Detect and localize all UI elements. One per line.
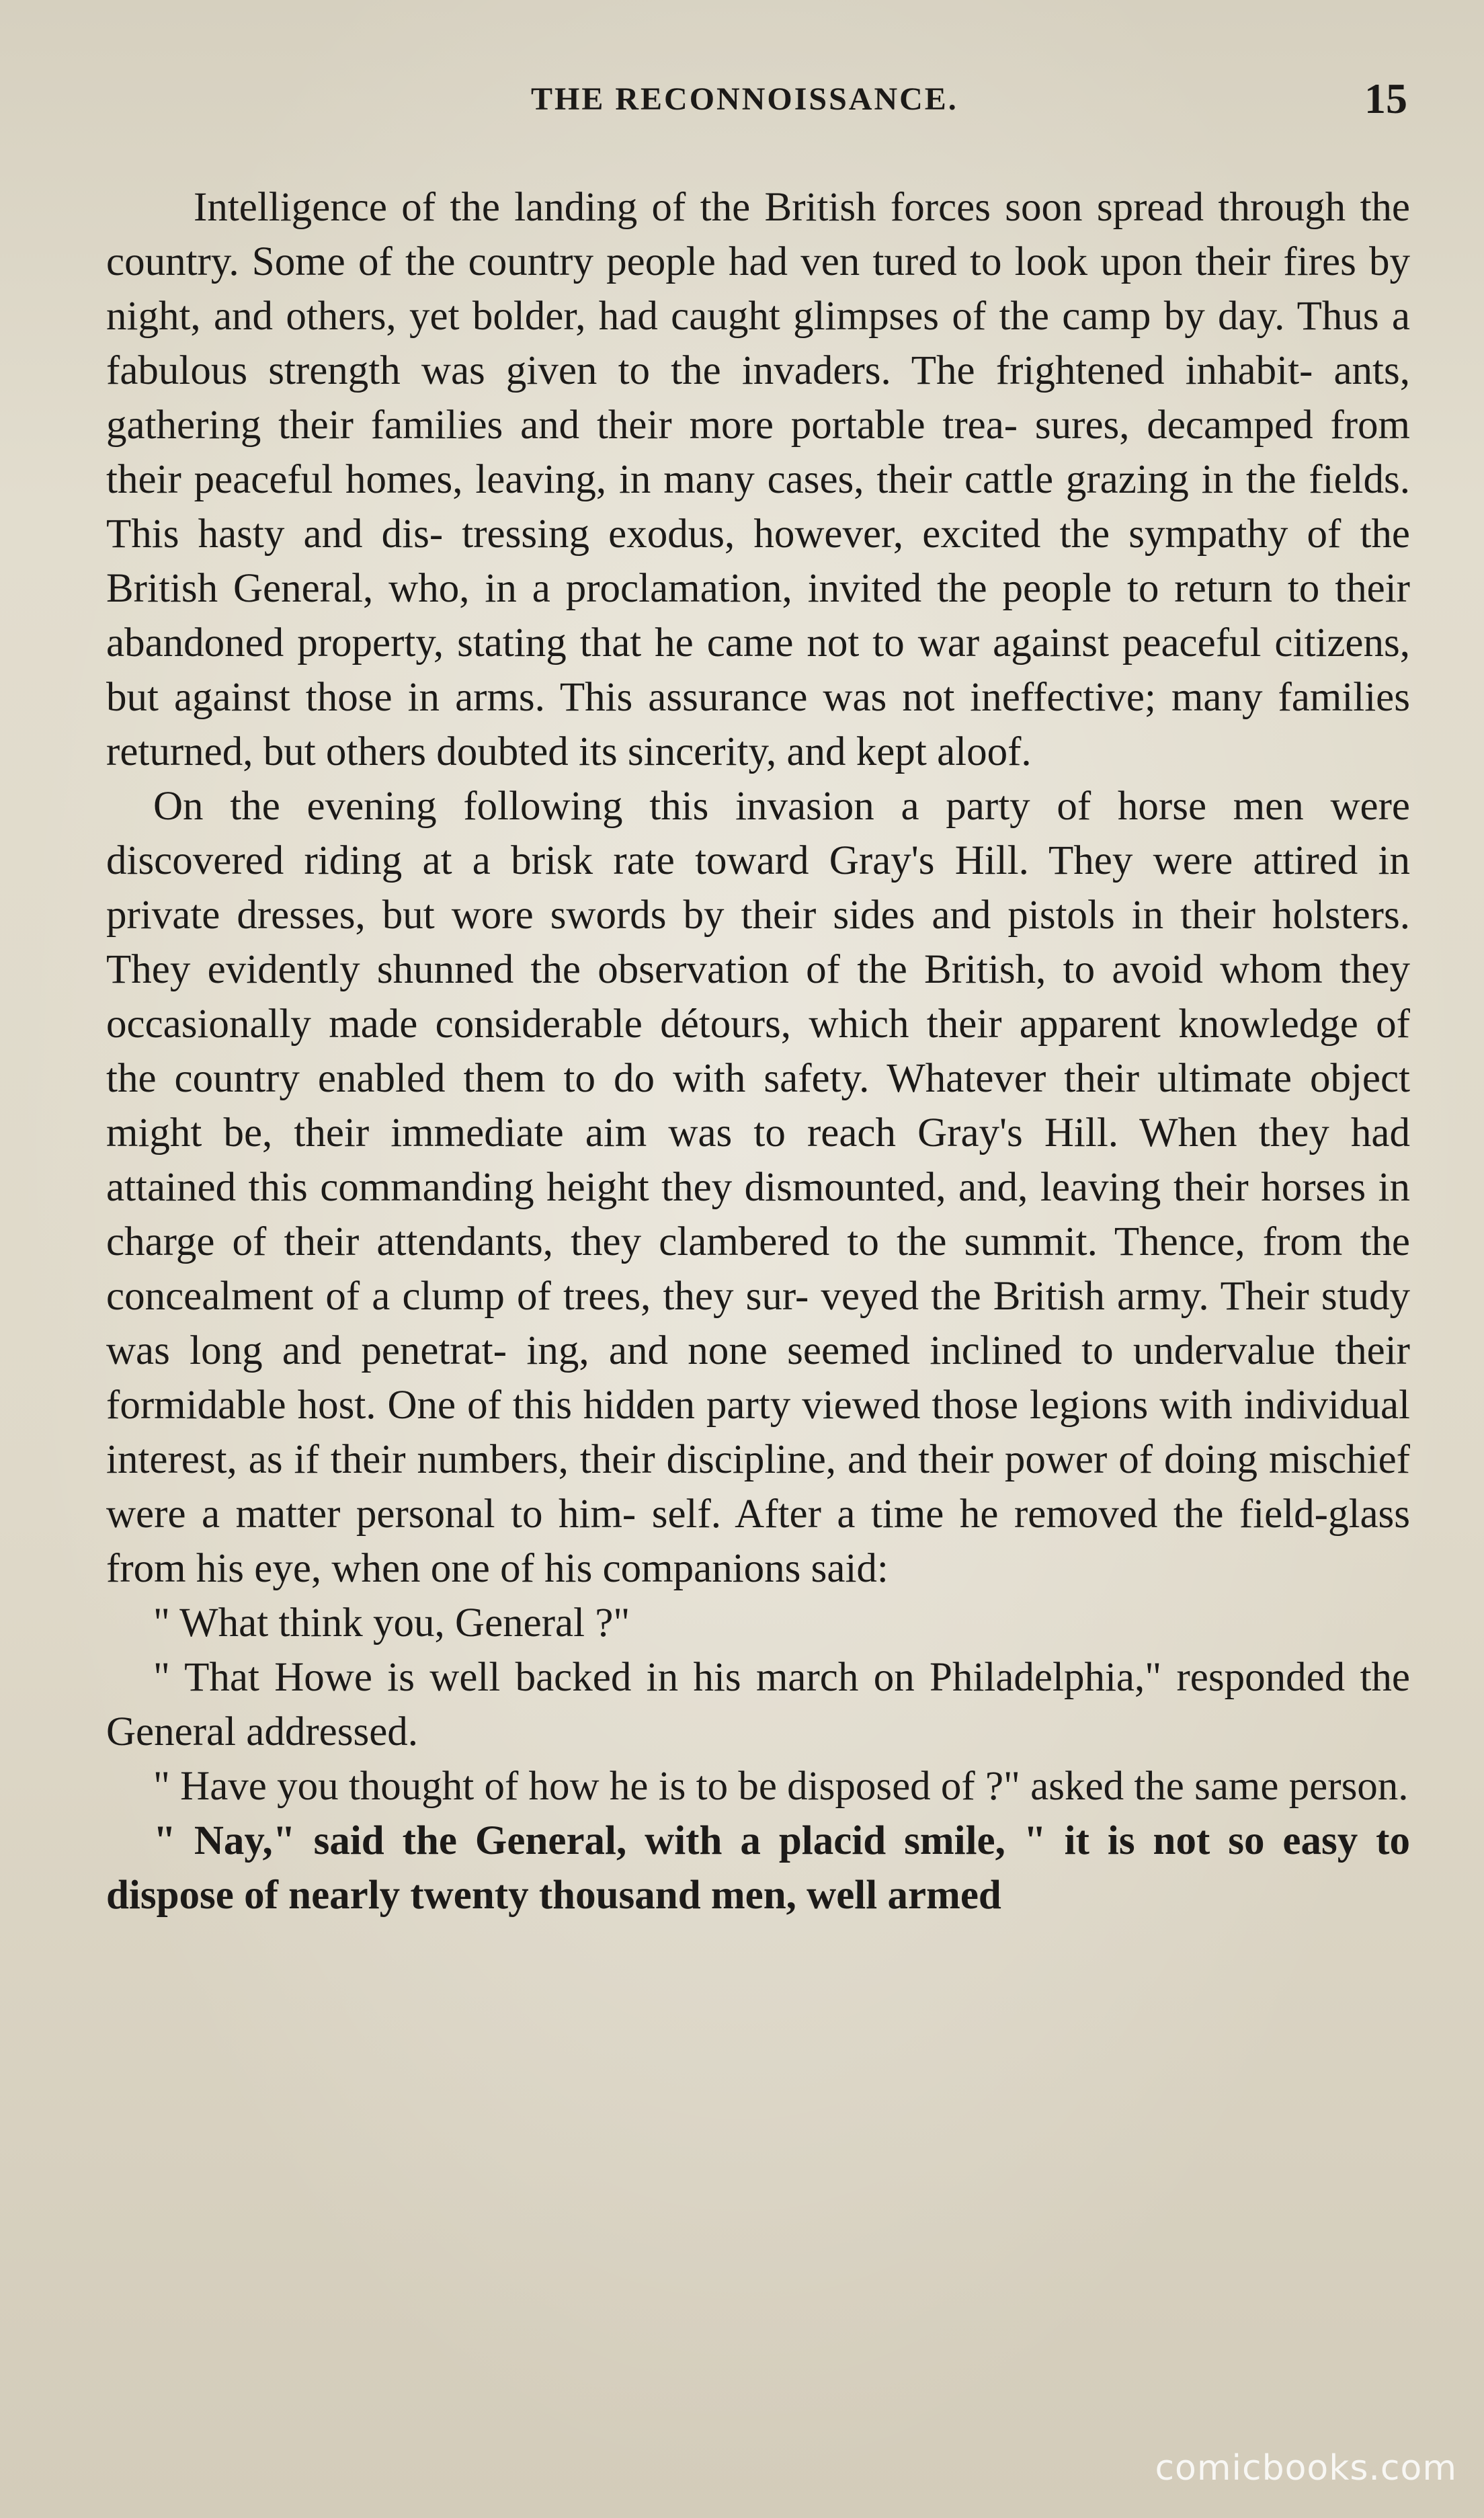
body-text (106, 180, 1410, 1922)
paragraph-landing: Intelligence of the landing of the British forces soon spread through the country. Some of the country people had ven tured to look upon their fires by night, and others, yet bolder, had caught glimpses of the camp by day. Thus a fabulous strength was given to the invaders. The frightened inhabit- ants, gathering their families and their more portable trea- sures, decamped from their peaceful homes, leaving, in many cases, their cattle grazing in the fields. This hasty and dis- tressing exodus, however, excited the sympathy of the British General, who, in a proclamation, invited the people to return to their abandoned property, stating that he came not to war against peaceful citizens, but against those in arms. This assurance was not ineffective; many families returned, but others doubted its sincerity, and kept aloof. (106, 185, 1410, 774)
watermark: comicbooks.com (1155, 2448, 1457, 2488)
paragraph-horsemen: On the evening following this invasion a party of horse men were discovered riding at a brisk rate toward Gray's Hill. They were attired in private dresses, but wore swords by their sides and pistols in their holsters. They evidently shunned the observation of the British, to avoid whom they occasionally made considerable détours, which their apparent knowledge of the country enabled them to do with safety. Whatever their ultimate object might be, their immediate aim was to reach Gray's Hill. When they had attained this commanding height they dismounted, and, leaving their horses in charge of their attendants, they clambered to the summit. Thence, from the concealment of a clump of trees, they sur- veyed the British army. Their study was long and penetrat- ing, and none seemed inclined to undervalue their formidable host. One of this hidden party viewed those legions with individual interest, as if their numbers, their discipline, and their power of doing mischief were a matter personal to him- self. After a time he removed the field-glass from his eye, when one of his companions said: (106, 784, 1410, 1591)
page-number: 15 (1364, 75, 1407, 122)
dialogue-line-4: " Nay," said the General, with a placid smile, " it is not so easy to dispose of nearly twenty thousand men, well armed (106, 1818, 1410, 1918)
running-head: THE RECONNOISSANCE. (531, 81, 958, 117)
page-header (0, 74, 1484, 128)
dialogue-line-3: " Have you thought of how he is to be disposed of ?" asked the same person. (153, 1764, 1409, 1809)
dialogue-line-2: " That Howe is well backed in his march on Philadelphia," responded the General addressed. (106, 1655, 1410, 1754)
dialogue-line-1: " What think you, General ?" (153, 1600, 630, 1646)
